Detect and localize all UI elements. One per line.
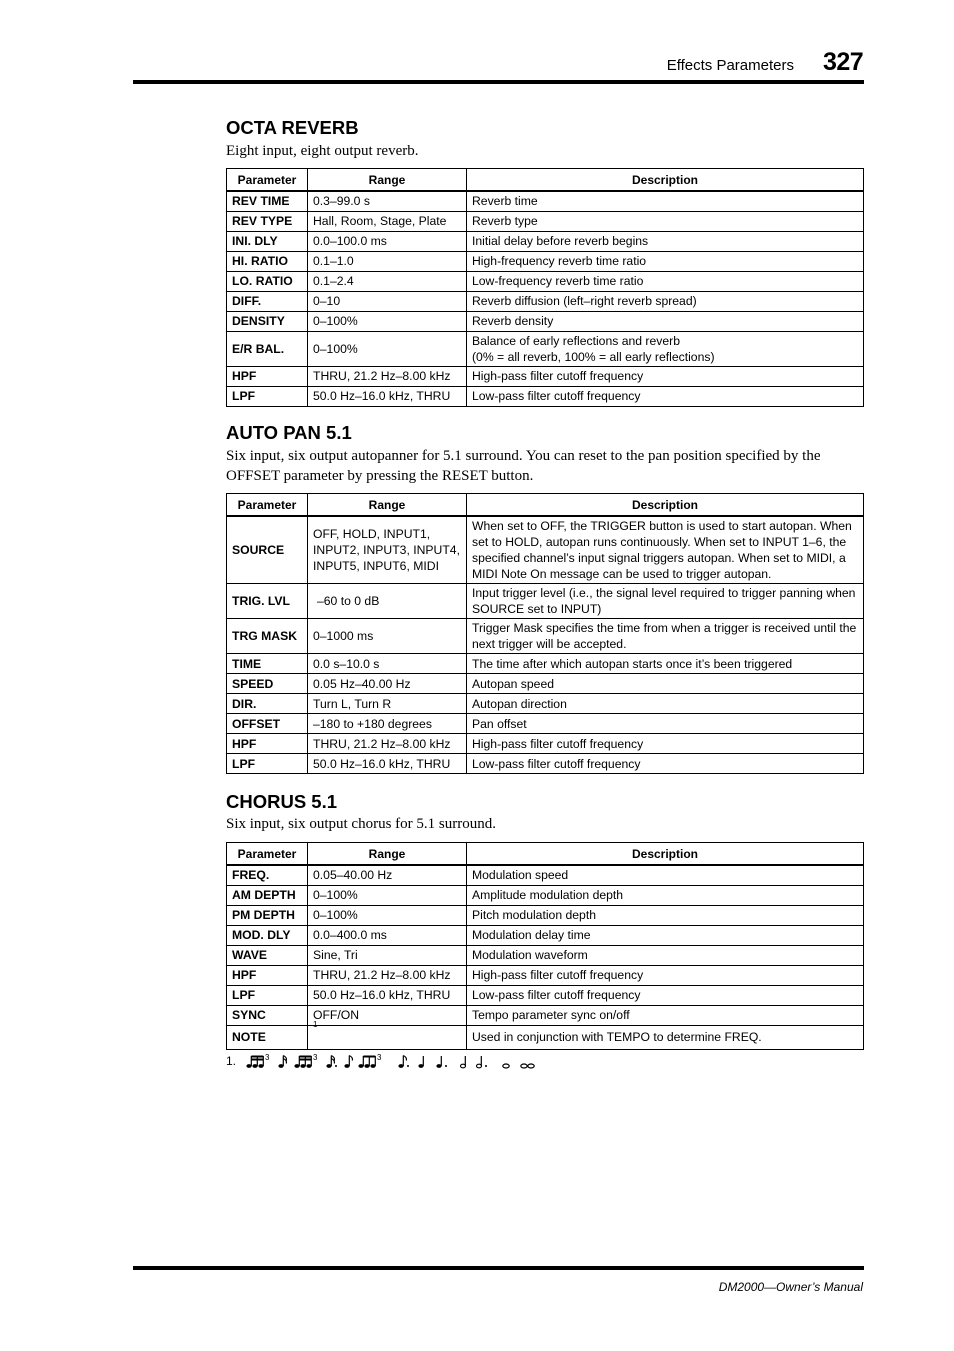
param-range: 50.0 Hz–16.0 kHz, THRU [308,985,467,1005]
param-range: OFF/ON [308,1005,467,1025]
param-description: High-pass filter cutoff frequency [467,965,864,985]
footer-rule [133,1266,864,1270]
param-description: Pitch modulation depth [467,905,864,925]
param-description: Modulation delay time [467,925,864,945]
svg-text:3: 3 [377,1054,382,1062]
param-name: LPF [227,754,308,774]
table-row [227,905,864,925]
table-row [227,885,864,905]
param-name: REV TYPE [227,211,308,231]
octa-reverb-section [226,117,863,161]
column-header-description: Description [467,169,864,192]
octa-reverb-table [226,168,864,407]
whole-note-icon [521,1064,534,1068]
table-row [227,925,864,945]
header-rule [133,80,864,84]
param-range: 50.0 Hz–16.0 kHz, THRU [308,386,467,406]
column-header-range: Range [308,494,467,517]
param-name: INI. DLY [227,231,308,251]
param-name: LPF [227,386,308,406]
dotted-thirty-second-note-icon [326,1056,337,1068]
chorus-section [226,791,863,834]
param-description: Reverb time [467,191,864,211]
column-header-description: Description [467,843,864,866]
param-range: 0.3–99.0 s [308,191,467,211]
table-row [227,965,864,985]
half-note-icon [503,1064,509,1068]
param-range: THRU, 21.2 Hz–8.00 kHz [308,734,467,754]
param-description: Initial delay before reverb begins [467,231,864,251]
param-name: HI. RATIO [227,251,308,271]
table-row [227,231,864,251]
table-row [227,734,864,754]
param-description-line: Balance of early reflections and reverb [472,333,680,348]
param-description: High-frequency reverb time ratio [467,251,864,271]
section-title: OCTA REVERB [226,117,359,138]
param-name: HPF [227,366,308,386]
dotted-eighth-note-icon [436,1056,447,1068]
column-header-range: Range [308,843,467,866]
param-range: Sine, Tri [308,945,467,965]
param-name: SPEED [227,674,308,694]
note-symbols [246,1054,546,1070]
table-row [227,584,864,619]
param-name: TRG MASK [227,619,308,654]
page-number: 327 [823,48,864,76]
param-range: 0–10 [308,291,467,311]
param-range [308,1019,467,1049]
param-name: TIME [227,654,308,674]
param-name: NOTE [227,1025,308,1049]
section-description: Eight input, eight output reverb. [226,143,419,159]
param-name: DENSITY [227,311,308,331]
param-range: 0–100% [308,905,467,925]
param-description: Amplitude modulation depth [467,885,864,905]
param-description: Reverb diffusion (left–right reverb spread) [467,291,864,311]
column-header-parameter: Parameter [227,494,308,517]
param-name: FREQ. [227,865,308,885]
section-description: Six input, six output autopanner for 5.1 surround. You can reset to the pan position specified by the OFFSET parameter by pressing the RESET button. [226,448,821,484]
param-name: E/R BAL. [227,331,308,366]
param-name: SYNC [227,1005,308,1025]
param-range: 50.0 Hz–16.0 kHz, THRU [308,754,467,774]
param-name: LO. RATIO [227,271,308,291]
column-header-parameter: Parameter [227,843,308,866]
param-description: Autopan speed [467,674,864,694]
table-row [227,754,864,774]
table-row [227,654,864,674]
chorus-table [226,842,864,1050]
table-row [227,694,864,714]
param-description: Autopan direction [467,694,864,714]
table-row [227,516,864,584]
quarter-note-icon [461,1056,466,1068]
eighth-triplet-icon [358,1054,382,1068]
svg-text:3: 3 [313,1054,318,1062]
param-description: The time after which autopan starts once it’s been triggered [467,654,864,674]
param-description: Low-pass filter cutoff frequency [467,754,864,774]
column-header-parameter: Parameter [227,169,308,192]
table-row [227,945,864,965]
param-description-line: (0% = all reverb, 100% = all early reflections) [472,349,715,364]
param-description: Low-pass filter cutoff frequency [467,386,864,406]
param-description: Reverb type [467,211,864,231]
sixteenth-triplet-icon [246,1054,270,1068]
param-range: –180 to +180 degrees [308,714,467,734]
param-name: AM DEPTH [227,885,308,905]
table-row [227,211,864,231]
table-row [227,331,864,366]
param-description: Input trigger level (i.e., the signal level required to trigger panning when SOURCE set to INPUT) [467,584,864,619]
param-description: Reverb density [467,311,864,331]
param-range: THRU, 21.2 Hz–8.00 kHz [308,965,467,985]
eighth-note-icon [418,1056,423,1068]
footnote-ref: 1 [313,1019,318,1029]
param-description: When set to OFF, the TRIGGER button is used to start autopan. When set to HOLD, autopan runs continuously. When set to INPUT 1–6, the specified channel’s input signal triggers autopan. When set to MIDI, a MIDI Note On message can be used to trigger autopan. [467,516,864,584]
param-name: PM DEPTH [227,905,308,925]
param-name: TRIG. LVL [227,584,308,619]
param-range: 0–100% [308,311,467,331]
param-description [467,331,864,366]
section-title: CHORUS 5.1 [226,791,338,812]
table-row [227,985,864,1005]
param-name: HPF [227,734,308,754]
table-row [227,191,864,211]
param-range: 0.1–2.4 [308,271,467,291]
param-range: 0–1000 ms [308,619,467,654]
table-row [227,366,864,386]
header-section-title: Effects Parameters [666,57,794,74]
param-range: OFF, HOLD, INPUT1, INPUT2, INPUT3, INPUT4, INPUT5, INPUT6, MIDI [308,516,467,584]
param-range: 0.05–40.00 Hz [308,865,467,885]
thirty-second-note-icon [278,1056,286,1068]
param-description: Trigger Mask specifies the time from when a trigger is received until the next trigger will be accepted. [467,619,864,654]
param-name: LPF [227,985,308,1005]
table-row [227,291,864,311]
param-name: WAVE [227,945,308,965]
table-row [227,386,864,406]
column-header-range: Range [308,169,467,192]
param-range: 0–100% [308,885,467,905]
param-name: DIR. [227,694,308,714]
param-description: High-pass filter cutoff frequency [467,734,864,754]
section-description: Six input, six output chorus for 5.1 surround. [226,816,496,832]
param-range: 0.0–400.0 ms [308,925,467,945]
param-range: 0.1–1.0 [308,251,467,271]
param-range: –60 to 0 dB [308,584,467,619]
param-range: Turn L, Turn R [308,694,467,714]
param-description: Tempo parameter sync on/off [467,1005,864,1025]
param-range: 0.0–100.0 ms [308,231,467,251]
param-description: Used in conjunction with TEMPO to determine FREQ. [467,1025,864,1049]
table-row [227,619,864,654]
sixteenth-triplet-icon [294,1054,318,1068]
table-row [227,271,864,291]
auto-pan-section [226,422,863,486]
table-row [227,865,864,885]
param-description: High-pass filter cutoff frequency [467,366,864,386]
column-header-description: Description [467,494,864,517]
param-range: Hall, Room, Stage, Plate [308,211,467,231]
param-name: DIFF. [227,291,308,311]
table-row [227,1025,864,1049]
param-name: REV TIME [227,191,308,211]
param-description: Modulation speed [467,865,864,885]
auto-pan-table [226,493,864,774]
table-row [227,714,864,734]
dotted-quarter-note-icon [477,1056,488,1068]
dotted-sixteenth-note-icon [398,1056,409,1068]
param-name: HPF [227,965,308,985]
param-description: Low-pass filter cutoff frequency [467,985,864,1005]
param-description: Modulation waveform [467,945,864,965]
param-range: 0.0 s–10.0 s [308,654,467,674]
param-name: MOD. DLY [227,925,308,945]
param-name: OFFSET [227,714,308,734]
table-row [227,1005,864,1025]
table-row [227,251,864,271]
sixteenth-note-icon [344,1056,352,1068]
param-range: THRU, 21.2 Hz–8.00 kHz [308,366,467,386]
param-description: Pan offset [467,714,864,734]
svg-text:3: 3 [265,1054,270,1062]
param-range: 0–100% [308,331,467,366]
footer-manual-title: DM2000—Owner’s Manual [718,1280,863,1294]
param-description: Low-frequency reverb time ratio [467,271,864,291]
table-row [227,674,864,694]
section-title: AUTO PAN 5.1 [226,422,352,443]
param-range: 0.05 Hz–40.00 Hz [308,674,467,694]
param-name: SOURCE [227,516,308,584]
footnote-marker: 1. [226,1054,237,1068]
table-row [227,311,864,331]
